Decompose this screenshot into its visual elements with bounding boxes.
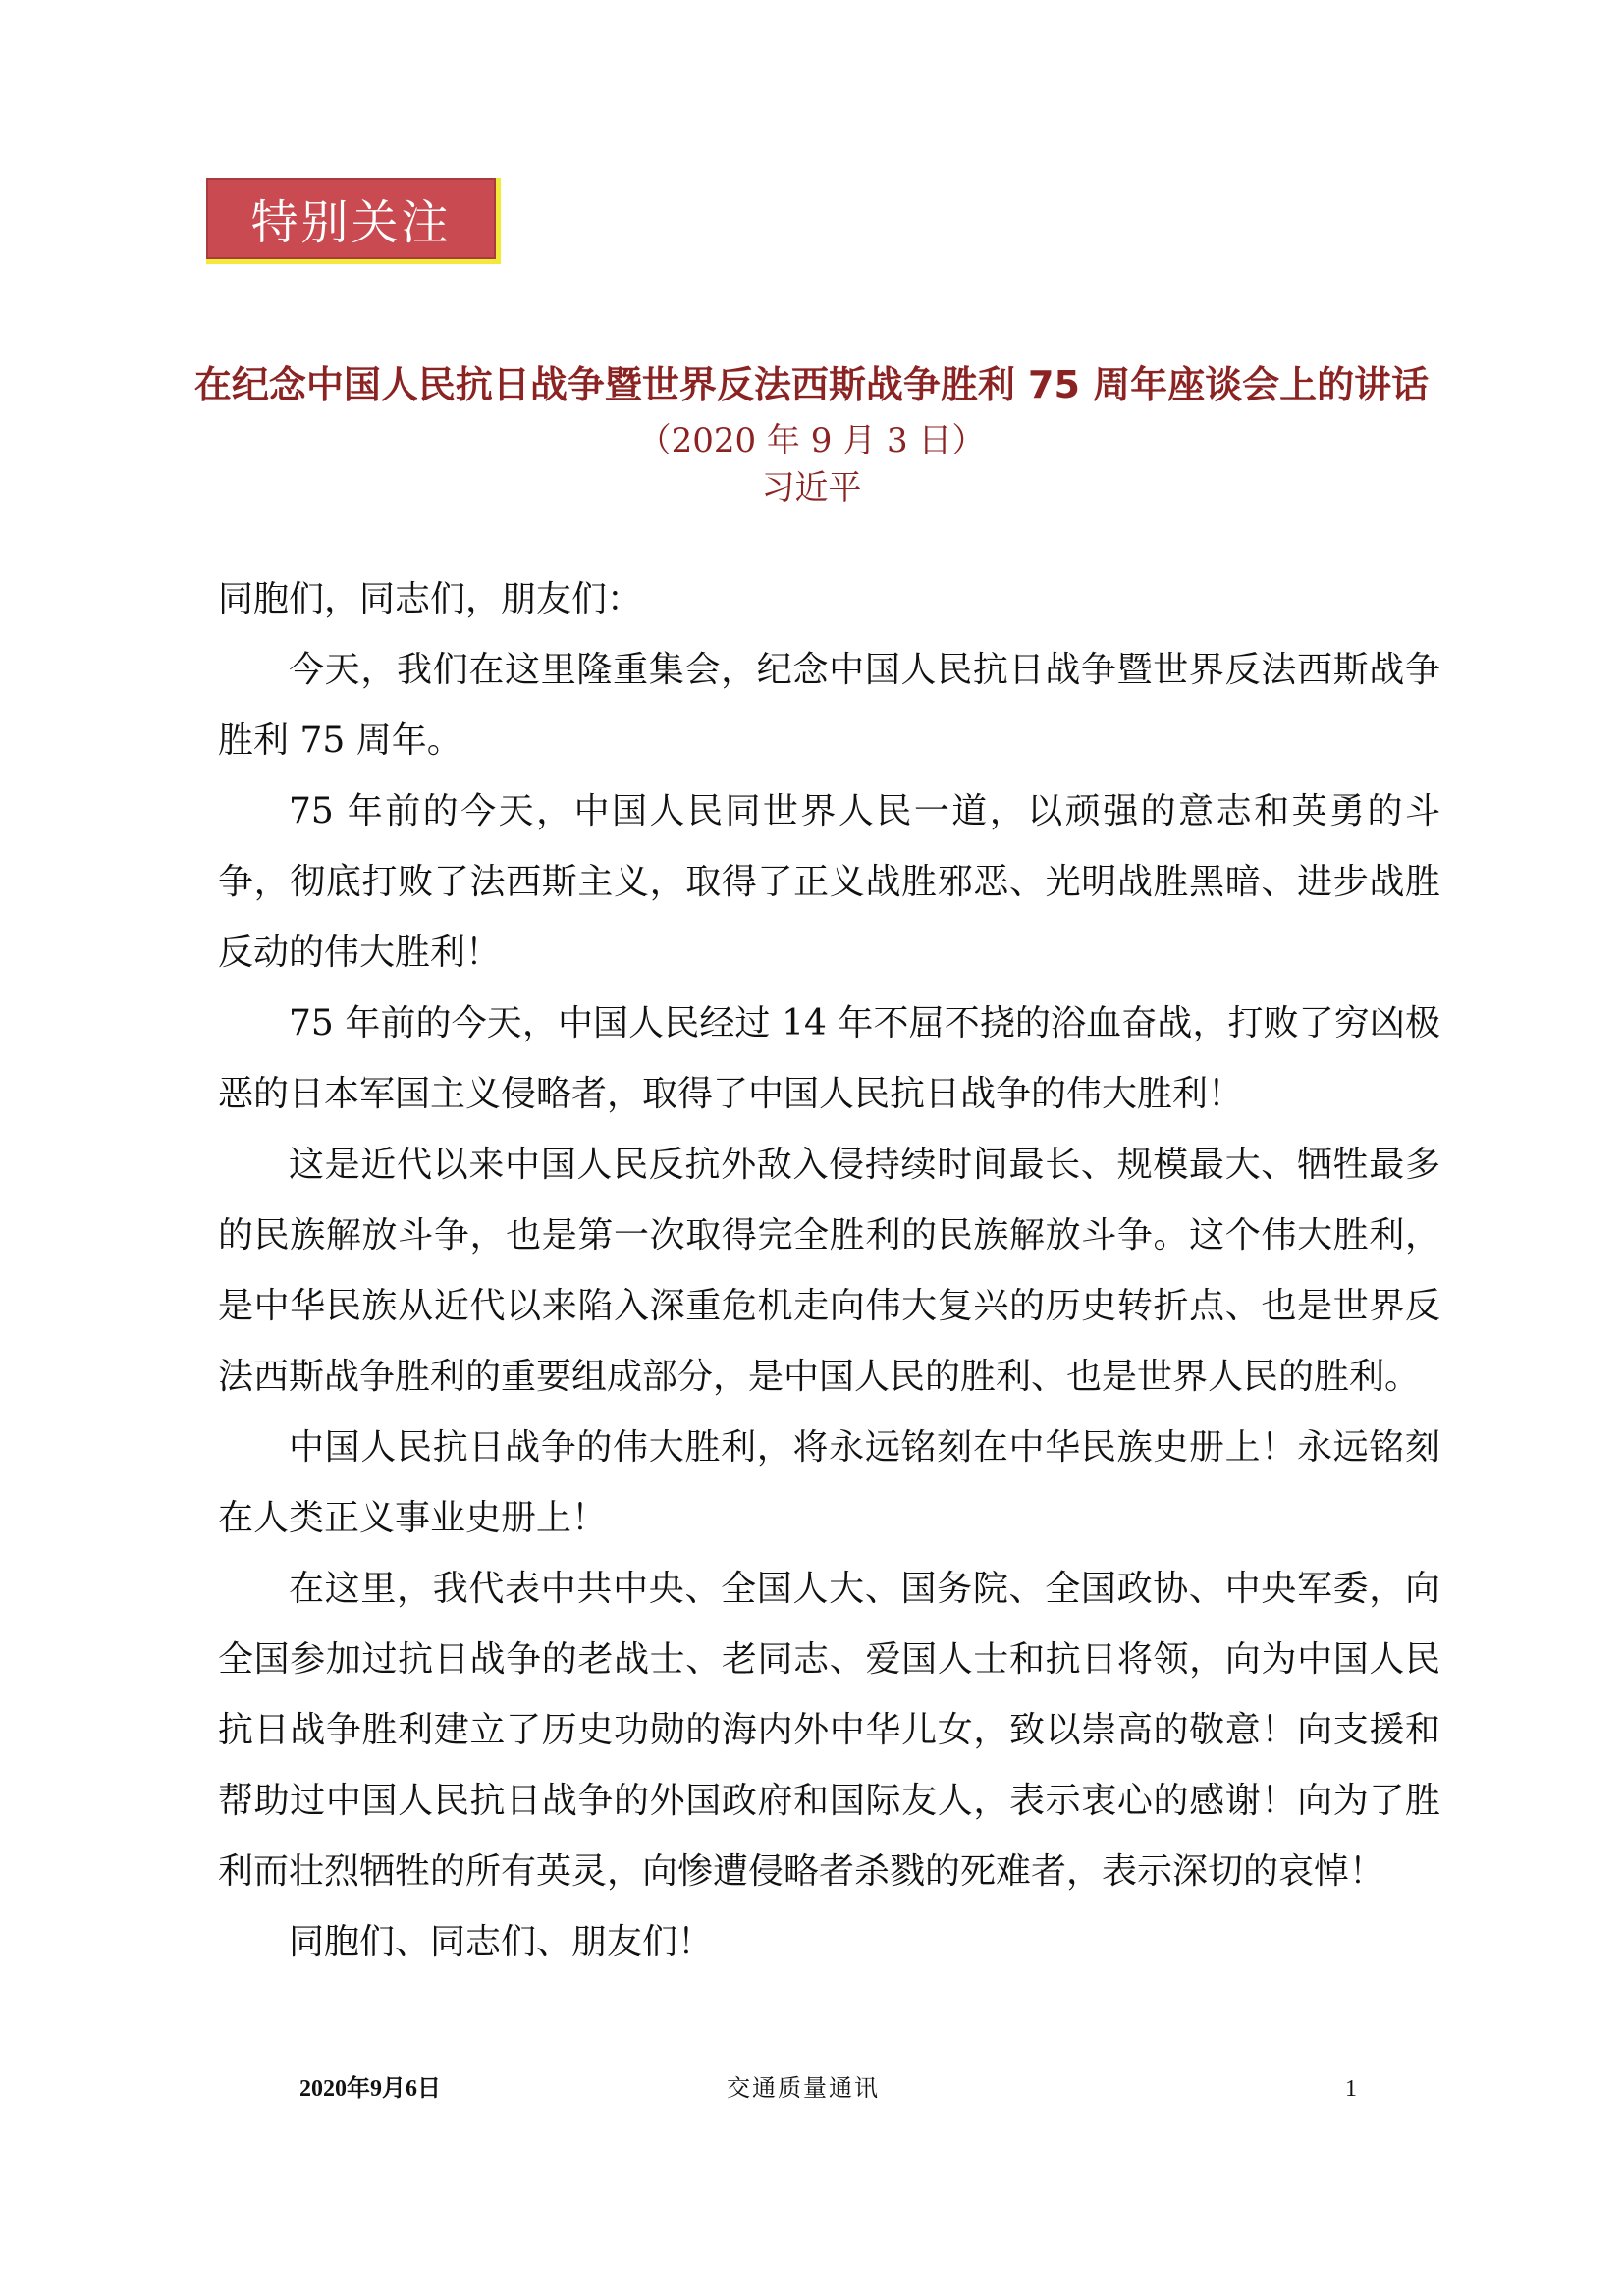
footer-date: 2020年9月6日 (299, 2076, 441, 2102)
footer-journal-name: 交通质量通讯 (727, 2076, 880, 2102)
section-badge-label: 特别关注 (250, 195, 452, 250)
paragraph: 同胞们、同志们、朋友们！ (289, 1922, 714, 1962)
paragraph: 今天，我们在这里隆重集会，纪念中国人民抗日战争暨世界反法西斯战争胜利 75 周年。 (218, 650, 1440, 761)
paragraph: 75 年前的今天，中国人民经过 14 年不屈不挠的浴血奋战，打败了穷凶极恶的日本军国主义侵略者，取得了中国人民抗日战争的伟大胜利！ (218, 1003, 1440, 1114)
paragraph: 同胞们，同志们，朋友们： (218, 579, 643, 619)
article-date: （2020 年 9 月 3 日） (637, 421, 986, 460)
page-number: 1 (1345, 2076, 1357, 2102)
article-body (218, 564, 1440, 1978)
paragraph: 在这里，我代表中共中央、全国人大、国务院、全国政协、中央军委，向全国参加过抗日战争的老战士、老同志、爱国人士和抗日将领，向为中国人民抗日战争胜利建立了历史功勋的海内外中华儿女，致以崇高的敬意！向支援和帮助过中国人民抗日战争的外国政府和国际友人，表示衷心的感谢！向为了胜利而壮烈牺牲的所有英灵，向惨遭侵略者杀戮的死难者，表示深切的哀悼！ (218, 1569, 1440, 1892)
paragraph: 这是近代以来中国人民反抗外敌入侵持续时间最长、规模最大、牺牲最多的民族解放斗争，也是第一次取得完全胜利的民族解放斗争。这个伟大胜利，是中华民族从近代以来陷入深重危机走向伟大复兴的历史转折点、也是世界反法西斯战争胜利的重要组成部分，是中国人民的胜利、也是世界人民的胜利。 (218, 1145, 1440, 1397)
paragraph: 75 年前的今天，中国人民同世界人民一道，以顽强的意志和英勇的斗争，彻底打败了法西斯主义，取得了正义战胜邪恶、光明战胜黑暗、进步战胜反动的伟大胜利！ (218, 791, 1440, 973)
section-badge (206, 178, 501, 264)
paragraph: 中国人民抗日战争的伟大胜利，将永远铭刻在中华民族史册上！永远铭刻在人类正义事业史册上！ (218, 1427, 1440, 1538)
article-author: 习近平 (761, 468, 862, 507)
article-title: 在纪念中国人民抗日战争暨世界反法西斯战争胜利 75 周年座谈会上的讲话 (193, 363, 1430, 406)
